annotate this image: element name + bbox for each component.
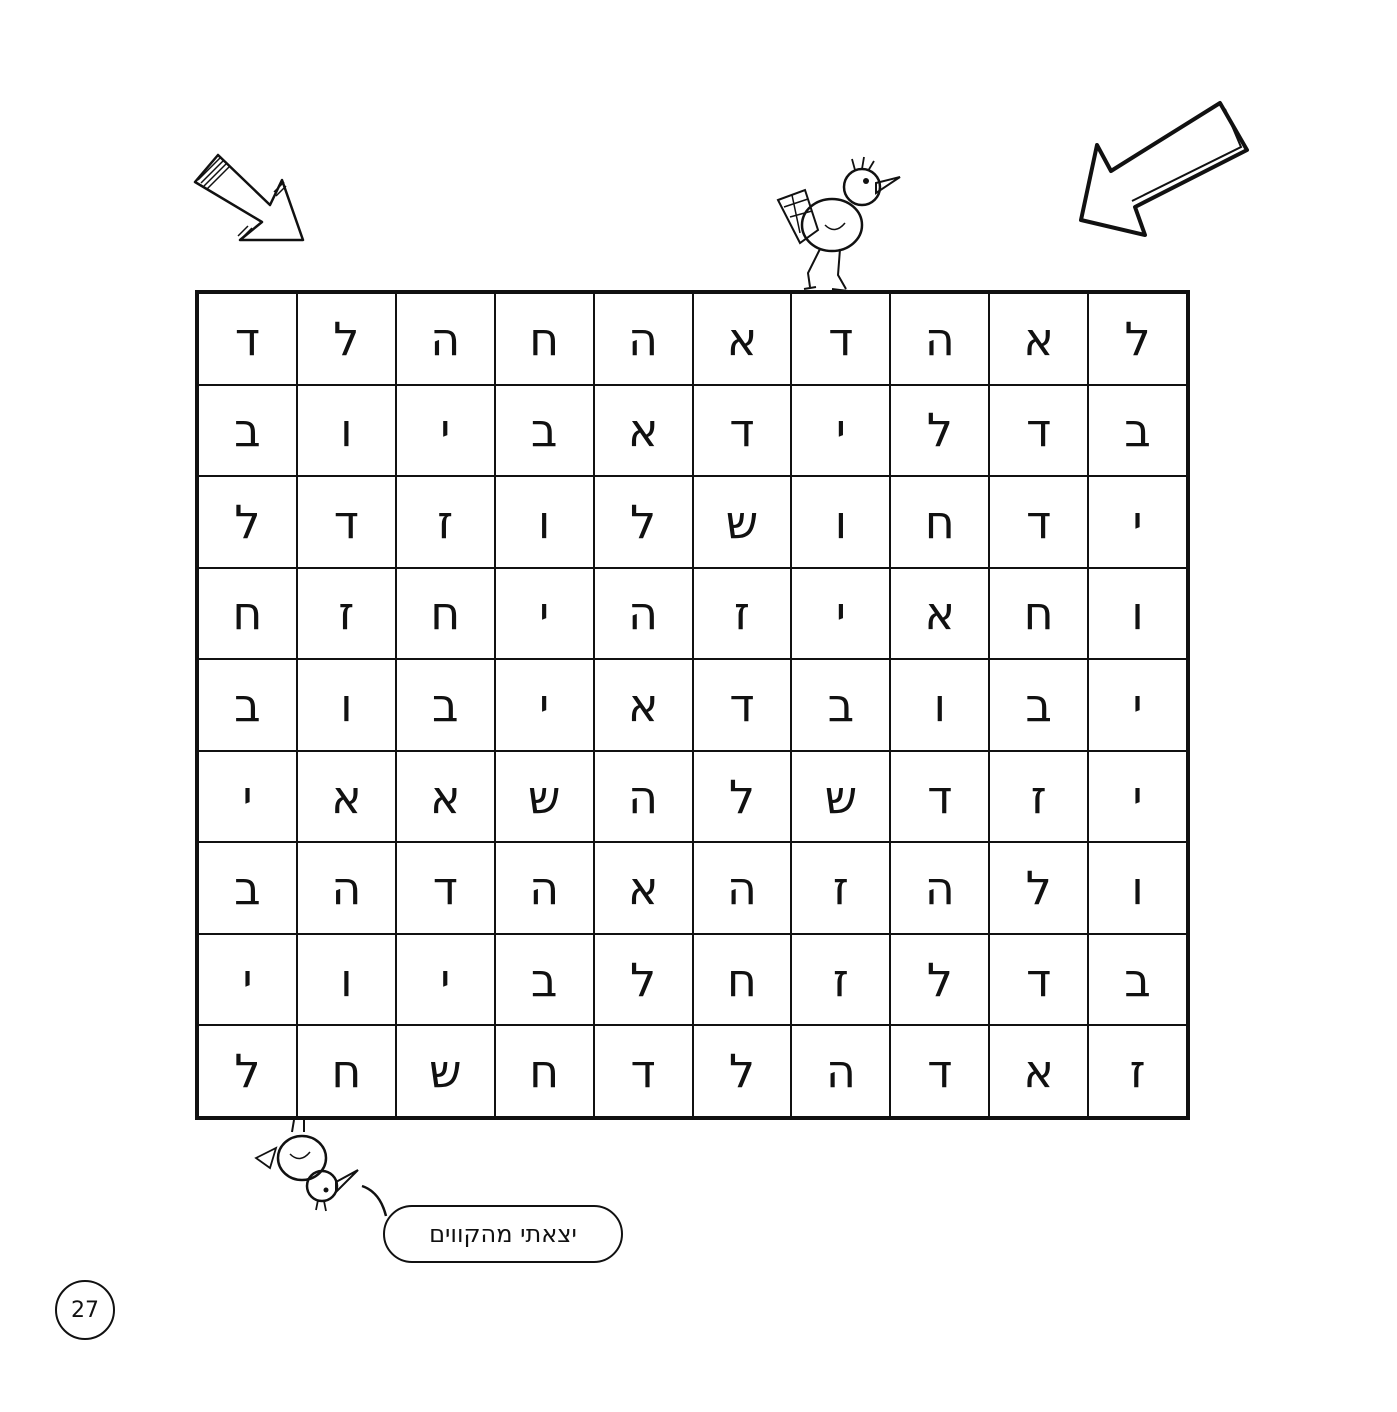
- grid-cell[interactable]: א: [593, 384, 694, 478]
- grid-cell[interactable]: י: [494, 567, 595, 661]
- grid-cell[interactable]: ה: [593, 292, 694, 386]
- grid-cell[interactable]: ב: [1087, 933, 1188, 1027]
- grid-cell[interactable]: ד: [988, 933, 1089, 1027]
- grid-cell[interactable]: ה: [889, 841, 990, 935]
- grid-cell[interactable]: א: [692, 292, 793, 386]
- grid-cell[interactable]: י: [197, 933, 298, 1027]
- grid-cell[interactable]: ל: [988, 841, 1089, 935]
- grid-cell[interactable]: ד: [593, 1024, 694, 1118]
- grid-cell[interactable]: ד: [790, 292, 891, 386]
- grid-cell[interactable]: ז: [988, 750, 1089, 844]
- grid-cell[interactable]: ל: [692, 1024, 793, 1118]
- grid-cell[interactable]: ח: [889, 475, 990, 569]
- grid-cell[interactable]: ל: [1087, 292, 1188, 386]
- grid-cell[interactable]: י: [395, 384, 496, 478]
- grid-cell[interactable]: ל: [593, 475, 694, 569]
- grid-cell[interactable]: ז: [1087, 1024, 1188, 1118]
- grid-cell[interactable]: ו: [889, 658, 990, 752]
- grid-cell[interactable]: ל: [593, 933, 694, 1027]
- grid-cell[interactable]: ל: [692, 750, 793, 844]
- grid-cell[interactable]: ז: [692, 567, 793, 661]
- grid-cell[interactable]: א: [296, 750, 397, 844]
- grid-cell[interactable]: ו: [296, 933, 397, 1027]
- grid-cell[interactable]: ח: [692, 933, 793, 1027]
- grid-cell[interactable]: ז: [296, 567, 397, 661]
- grid-cell[interactable]: ד: [889, 750, 990, 844]
- grid-cell[interactable]: ח: [395, 567, 496, 661]
- grid-cell[interactable]: ה: [593, 750, 694, 844]
- grid-cell[interactable]: ב: [197, 658, 298, 752]
- grid-cell[interactable]: ש: [790, 750, 891, 844]
- grid-cell[interactable]: ב: [494, 933, 595, 1027]
- grid-cell[interactable]: ו: [296, 384, 397, 478]
- grid-cell[interactable]: ל: [296, 292, 397, 386]
- grid-cell[interactable]: ב: [494, 384, 595, 478]
- grid-cell[interactable]: ו: [1087, 567, 1188, 661]
- grid-cell[interactable]: י: [494, 658, 595, 752]
- grid-cell[interactable]: ב: [1087, 384, 1188, 478]
- bird-icon: [770, 155, 905, 295]
- grid-cell[interactable]: י: [1087, 750, 1188, 844]
- grid-cell[interactable]: ו: [790, 475, 891, 569]
- grid-cell[interactable]: ה: [692, 841, 793, 935]
- grid-cell[interactable]: ש: [395, 1024, 496, 1118]
- grid-cell[interactable]: ש: [692, 475, 793, 569]
- grid-cell[interactable]: ה: [296, 841, 397, 935]
- grid-cell[interactable]: ז: [790, 841, 891, 935]
- grid-cell[interactable]: ל: [889, 933, 990, 1027]
- grid-cell[interactable]: ז: [395, 475, 496, 569]
- grid-cell[interactable]: ב: [790, 658, 891, 752]
- grid-cell[interactable]: י: [197, 750, 298, 844]
- grid-cell[interactable]: י: [1087, 658, 1188, 752]
- grid-cell[interactable]: י: [790, 567, 891, 661]
- grid-cell[interactable]: ל: [197, 475, 298, 569]
- grid-cell[interactable]: י: [790, 384, 891, 478]
- grid-cell[interactable]: ד: [889, 1024, 990, 1118]
- grid-cell[interactable]: ש: [494, 750, 595, 844]
- grid-cell[interactable]: ו: [494, 475, 595, 569]
- speech-bubble: [383, 1205, 623, 1263]
- grid-cell[interactable]: ל: [889, 384, 990, 478]
- grid-cell[interactable]: ד: [988, 475, 1089, 569]
- striped-arrow-icon: [190, 150, 310, 245]
- grid-cell[interactable]: ח: [296, 1024, 397, 1118]
- grid-cell[interactable]: ב: [988, 658, 1089, 752]
- grid-cell[interactable]: ד: [988, 384, 1089, 478]
- speech-bubble-text: יצאתי מהקווים: [429, 1220, 577, 1248]
- grid-cell[interactable]: ח: [988, 567, 1089, 661]
- page-number: [55, 1280, 115, 1340]
- grid-cell[interactable]: ד: [692, 658, 793, 752]
- grid-cell[interactable]: ח: [494, 1024, 595, 1118]
- grid-cell[interactable]: א: [593, 841, 694, 935]
- grid-cell[interactable]: ה: [593, 567, 694, 661]
- grid-cell[interactable]: ו: [1087, 841, 1188, 935]
- grid-cell[interactable]: א: [988, 292, 1089, 386]
- grid-cell[interactable]: א: [395, 750, 496, 844]
- grid-cell[interactable]: ה: [395, 292, 496, 386]
- large-arrow-icon: [1075, 95, 1255, 245]
- grid-cell[interactable]: ב: [197, 841, 298, 935]
- grid-cell[interactable]: א: [593, 658, 694, 752]
- upside-down-bird-icon: [252, 1118, 364, 1213]
- grid-cell[interactable]: ד: [197, 292, 298, 386]
- grid-cell[interactable]: ב: [395, 658, 496, 752]
- grid-cell[interactable]: ז: [790, 933, 891, 1027]
- page-number-text: 27: [71, 1297, 99, 1323]
- grid-cell[interactable]: ל: [197, 1024, 298, 1118]
- grid-cell[interactable]: א: [889, 567, 990, 661]
- grid-cell[interactable]: ו: [296, 658, 397, 752]
- grid-cell[interactable]: י: [395, 933, 496, 1027]
- grid-cell[interactable]: ה: [494, 841, 595, 935]
- letter-grid: [195, 290, 1190, 1120]
- grid-cell[interactable]: א: [988, 1024, 1089, 1118]
- grid-cell[interactable]: ב: [197, 384, 298, 478]
- grid-cell[interactable]: ד: [395, 841, 496, 935]
- grid-cell[interactable]: ה: [790, 1024, 891, 1118]
- grid-cell[interactable]: י: [1087, 475, 1188, 569]
- grid-cell[interactable]: ח: [494, 292, 595, 386]
- grid-cell[interactable]: ד: [692, 384, 793, 478]
- grid-cell[interactable]: ה: [889, 292, 990, 386]
- grid-cell[interactable]: ח: [197, 567, 298, 661]
- grid-cell[interactable]: ד: [296, 475, 397, 569]
